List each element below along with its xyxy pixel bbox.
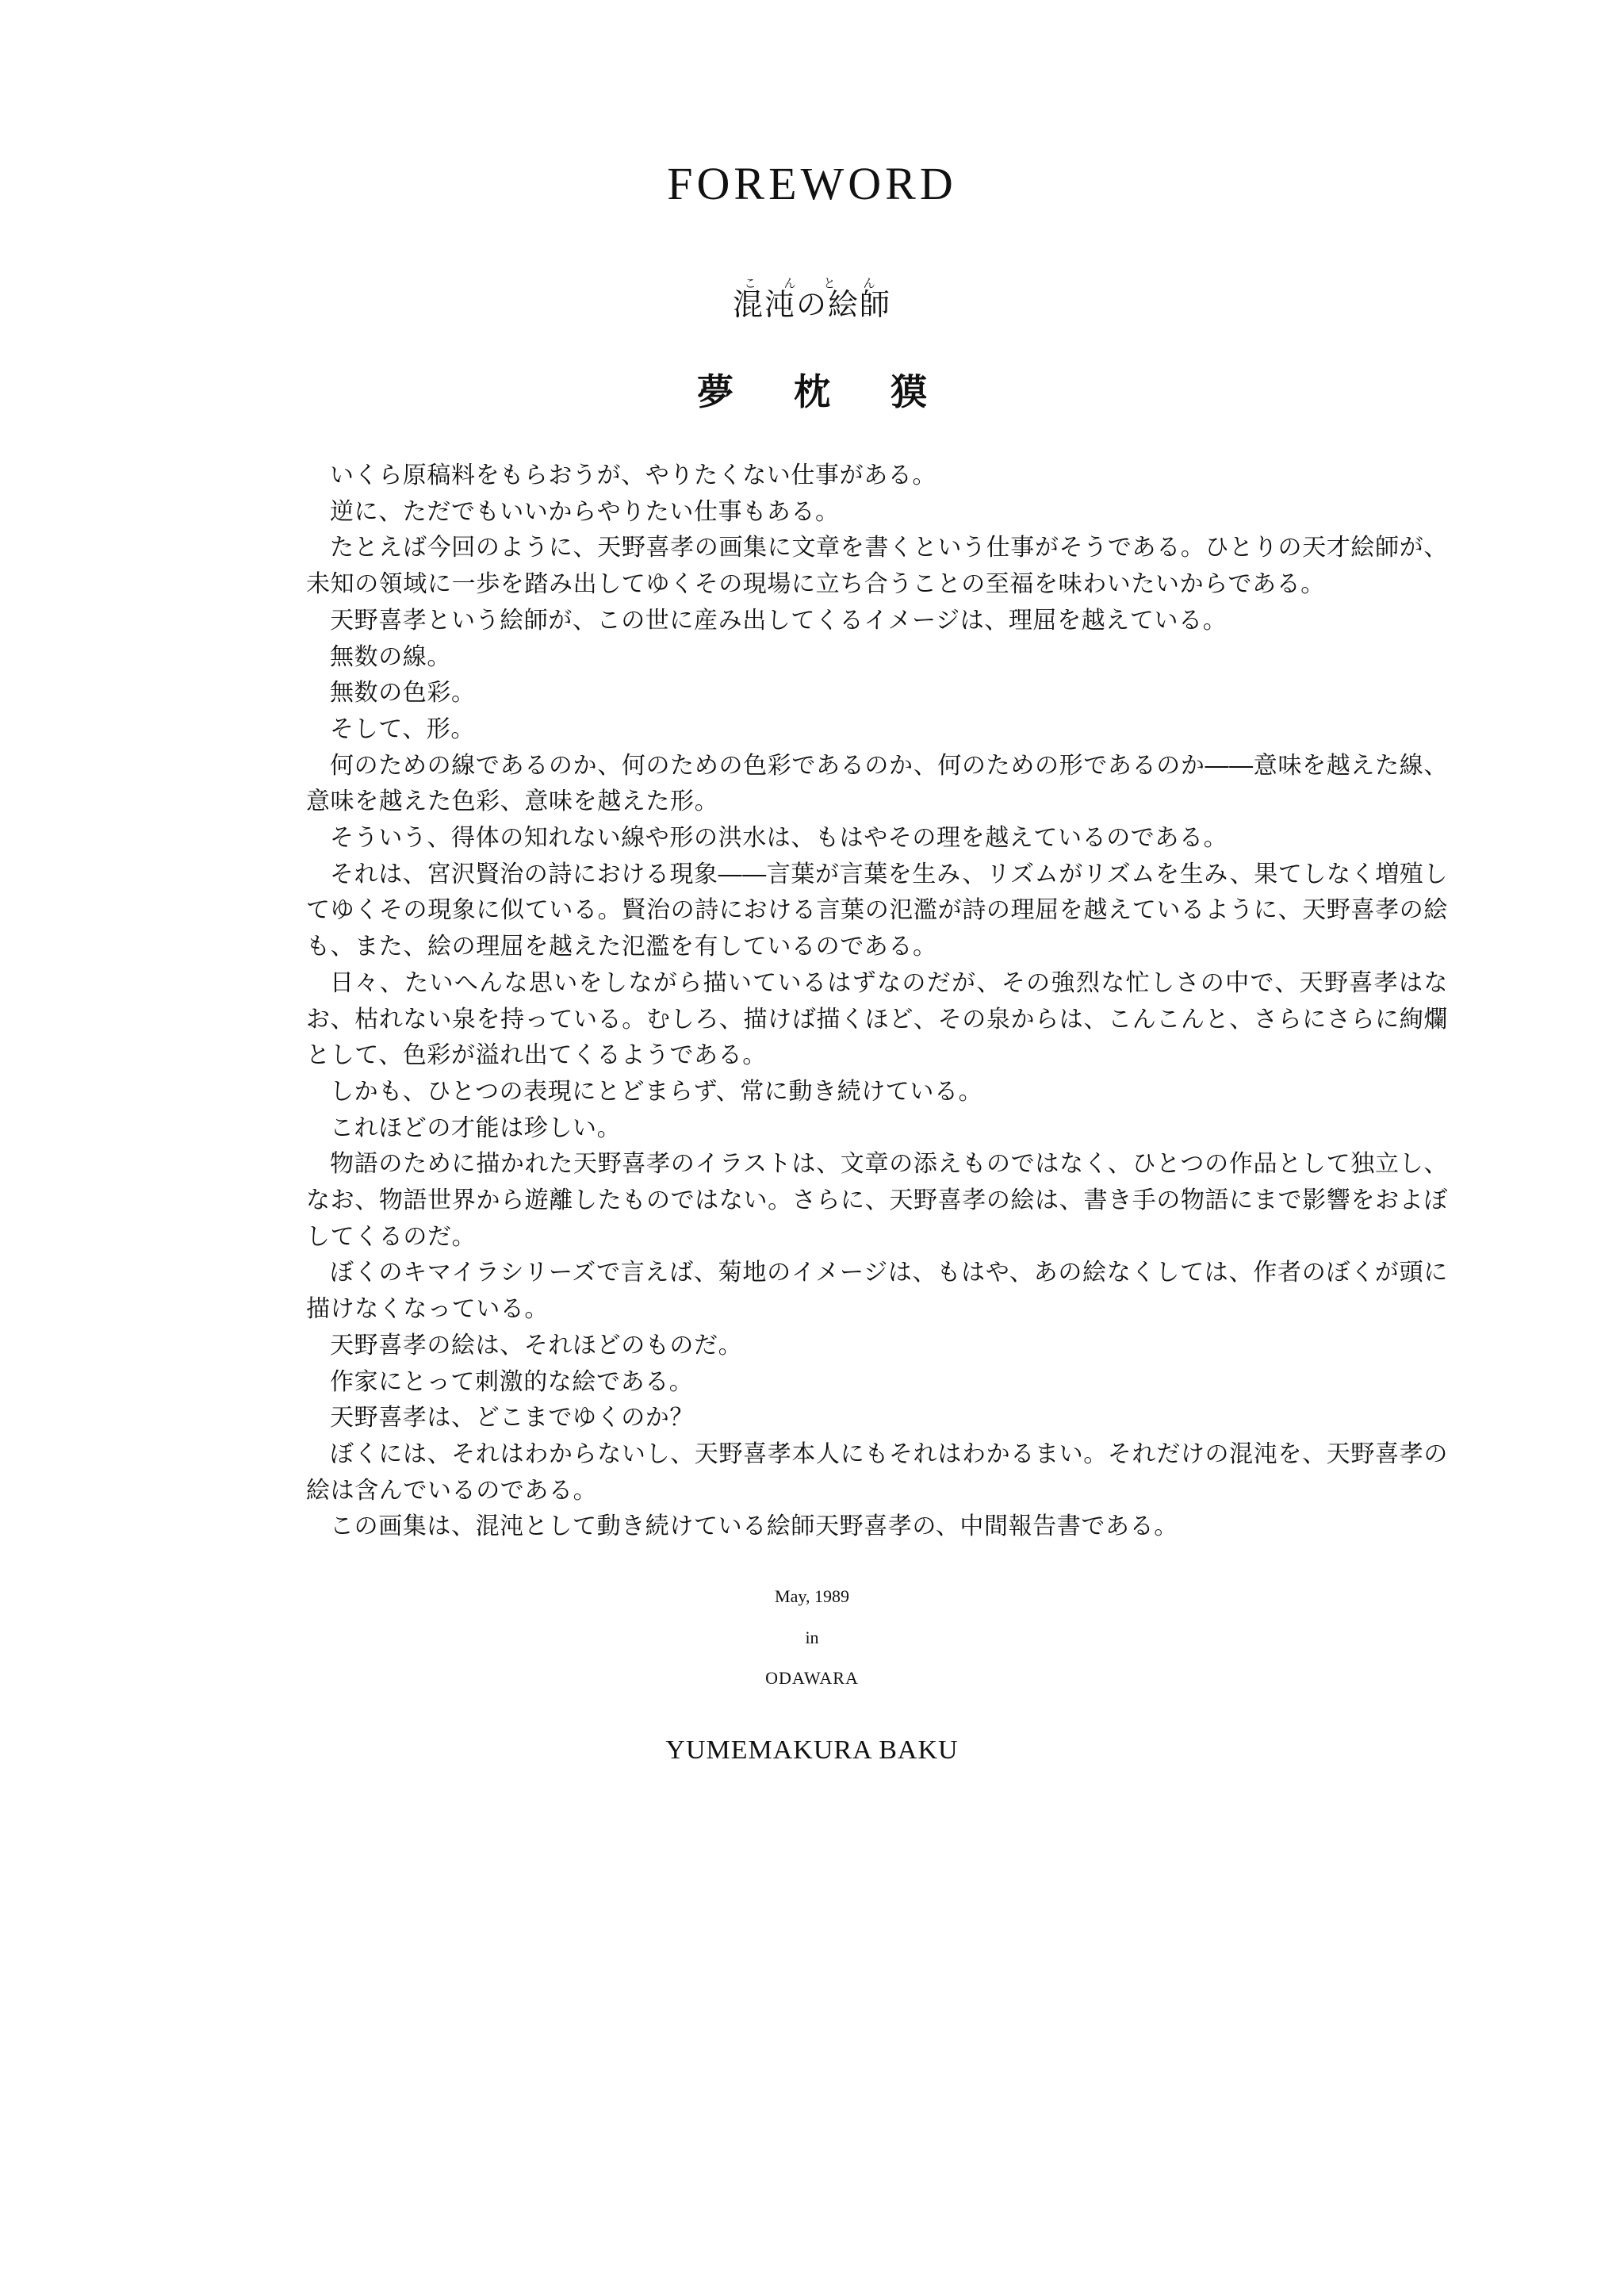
paragraph: そして、形。 <box>330 715 475 743</box>
paragraph: 日々、たいへんな思いをしながら描いているはずなのだが、その強烈な忙しさの中で、天野喜孝はなお、枯れない泉を持っている。むしろ、描けば描くほど、その泉からは、こんこんと、さらにさらに絢爛として、色彩が溢れ出てくるようである。 <box>306 968 1448 1070</box>
paragraph: そういう、得体の知れない線や形の洪水は、もはやその理を越えているのである。 <box>330 824 1228 853</box>
paragraph: しかも、ひとつの表現にとどまらず、常に動き続けている。 <box>330 1077 983 1106</box>
essay-body <box>306 458 1448 1545</box>
paragraph: 逆に、ただでもいいからやりたい仕事もある。 <box>330 497 840 526</box>
essay-title <box>0 278 1624 324</box>
paragraph: 天野喜孝の絵は、それほどのものだ。 <box>330 1331 743 1359</box>
closing-date: May, 1989 <box>775 1586 849 1606</box>
closing-in: in <box>805 1628 819 1647</box>
signature: YUMEMAKURA BAKU <box>665 1735 959 1765</box>
paragraph: 何のための線であるのか、何のための色彩であるのか、何のための形であるのか――意味を越えた線、意味を越えた色彩、意味を越えた形。 <box>306 751 1448 816</box>
paragraph: 無数の色彩。 <box>330 679 476 707</box>
paragraph: ぼくには、それはわからないし、天野喜孝本人にもそれはわかるまい。それだけの混沌を、天野喜孝の絵は含んでいるのである。 <box>306 1440 1448 1505</box>
paragraph: 物語のために描かれた天野喜孝のイラストは、文章の添えものではなく、ひとつの作品として独立し、なお、物語世界から遊離したものではない。さらに、天野喜孝の絵は、書き手の物語にまで影響をおよぼしてくるのだ。 <box>306 1150 1448 1251</box>
paragraph: 無数の線。 <box>330 642 451 671</box>
paragraph: 天野喜孝という絵師が、この世に産み出してくるイメージは、理屈を越えている。 <box>330 606 1228 635</box>
paragraph: 作家にとって刺激的な絵である。 <box>330 1367 694 1396</box>
paragraph: たとえば今回のように、天野喜孝の画集に文章を書くという仕事がそうである。ひとりの天才絵師が、未知の領域に一歩を踏み出してゆくその現場に立ち合うことの至福を味わいたいからである。 <box>306 534 1448 599</box>
essay-title-ruby: こんとん <box>732 278 891 290</box>
paragraph: それは、宮沢賢治の詩における現象――言葉が言葉を生み、リズムがリズムを生み、果てしなく増殖してゆくその現象に似ている。賢治の詩における言葉の氾濫が詩の理屈を越えているように、天野喜孝の絵も、また、絵の理屈を越えた氾濫を有しているのである。 <box>306 860 1448 961</box>
page-title: FOREWORD <box>667 158 957 209</box>
essay-title-kanji: 混沌の絵師 <box>732 289 891 322</box>
paragraph: この画集は、混沌として動き続けている絵師天野喜孝の、中間報告書である。 <box>330 1513 1178 1541</box>
closing-place: ODAWARA <box>765 1668 859 1688</box>
author-name: 夢枕獏 <box>697 372 987 412</box>
paragraph: 天野喜孝は、どこまでゆくのか？ <box>330 1404 694 1432</box>
paragraph: これほどの才能は珍しい。 <box>330 1114 622 1142</box>
paragraph: いくら原稿料をもらおうが、やりたくない仕事がある。 <box>330 462 936 489</box>
paragraph: ぼくのキマイラシリーズで言えば、菊地のイメージは、もはや、あの絵なくしては、作者のぼくが頭に描けなくなっている。 <box>306 1259 1448 1324</box>
